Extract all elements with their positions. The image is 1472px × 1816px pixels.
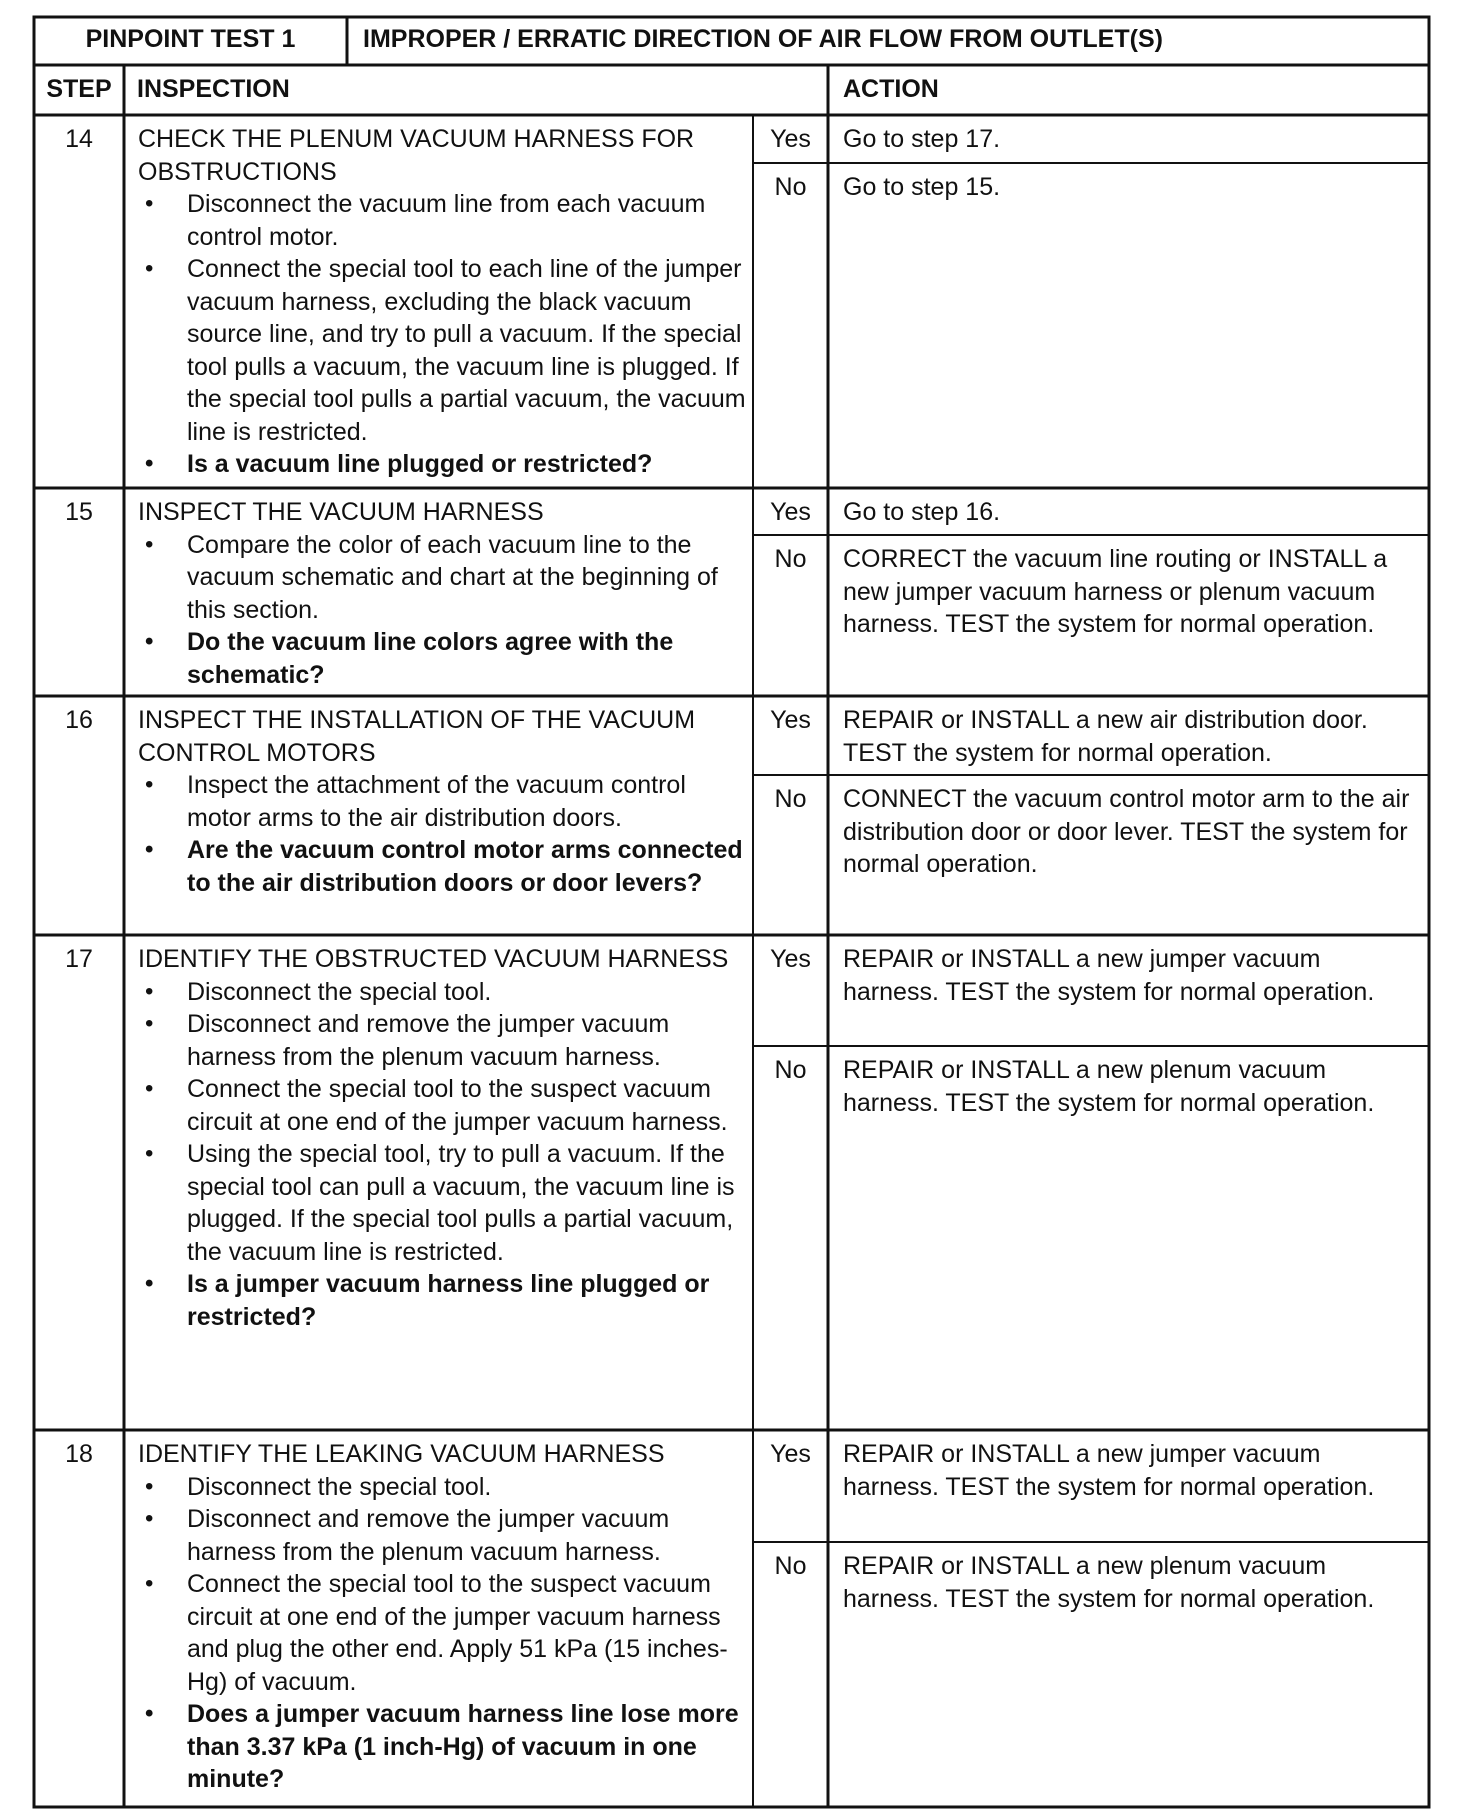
no-action: CORRECT the vacuum line routing or INSTALL a new jumper vacuum harness or plenum vacuum harness. TEST the system for normal operation.	[843, 545, 1388, 638]
inspection-bullet: • Connect the special tool to each line of the jumper vacuum harness, excluding the black vacuum source line, and try to pull a vacuum. If the special tool pulls a vacuum, the vacuum line is plugged. If the special tool pulls a partial vacuum, the vacuum line is restricted.	[138, 253, 748, 448]
inspection-cell	[138, 704, 748, 899]
inspection-bullet: • Connect the special tool to the suspect vacuum circuit at one end of the jumper vacuum harness and plug the other end. Apply 51 kPa (15 inches-Hg) of vacuum.	[138, 1568, 748, 1698]
inspection-bullet: • Disconnect and remove the jumper vacuum harness from the plenum vacuum harness.	[138, 1503, 748, 1568]
no-action: REPAIR or INSTALL a new plenum vacuum harness. TEST the system for normal operation.	[843, 1056, 1375, 1117]
no-label: No	[774, 785, 807, 813]
step-number: 15	[65, 498, 93, 526]
yes-action: REPAIR or INSTALL a new jumper vacuum harness. TEST the system for normal operation.	[843, 1440, 1375, 1501]
step-number: 14	[65, 125, 93, 153]
no-action: CONNECT the vacuum control motor arm to the air distribution door or door lever. TEST the system for normal operation.	[843, 785, 1410, 878]
step-title: CHECK THE PLENUM VACUUM HARNESS FOR OBSTRUCTIONS	[138, 125, 695, 186]
step-number: 17	[65, 945, 93, 973]
inspection-cell	[138, 943, 743, 1333]
inspection-cell	[138, 1438, 748, 1796]
test-label: PINPOINT TEST 1	[85, 25, 296, 53]
no-label: No	[774, 1552, 807, 1580]
inspection-bullet: • Compare the color of each vacuum line to the vacuum schematic and chart at the beginning of this section.	[138, 529, 748, 627]
step-title: INSPECT THE INSTALLATION OF THE VACUUM CONTROL MOTORS	[138, 706, 696, 767]
inspection-cell	[138, 123, 748, 481]
inspection-bullet: • Using the special tool, try to pull a vacuum. If the special tool can pull a vacuum, the vacuum line is plugged. If the special tool pulls a partial vacuum, the vacuum line is restricted.	[138, 1138, 743, 1268]
inspection-bullet: • Connect the special tool to the suspect vacuum circuit at one end of the jumper vacuum harness.	[138, 1073, 743, 1138]
inspection-list	[138, 769, 748, 899]
inspection-bullet: • Inspect the attachment of the vacuum control motor arms to the air distribution doors.	[138, 769, 748, 834]
step-title: IDENTIFY THE OBSTRUCTED VACUUM HARNESS	[138, 945, 729, 973]
no-label: No	[774, 545, 807, 573]
yes-label: Yes	[770, 498, 811, 526]
yes-action: REPAIR or INSTALL a new air distribution door. TEST the system for normal operation.	[843, 706, 1368, 767]
step-number: 16	[65, 706, 93, 734]
step-title: INSPECT THE VACUUM HARNESS	[138, 498, 544, 526]
yes-action: Go to step 17.	[843, 125, 1001, 153]
inspection-bullet: • Disconnect and remove the jumper vacuum harness from the plenum vacuum harness.	[138, 1008, 743, 1073]
inspection-list	[138, 1471, 748, 1796]
inspection-list	[138, 188, 748, 481]
column-header-inspection: INSPECTION	[137, 75, 290, 103]
inspection-question: • Is a jumper vacuum harness line plugged or restricted?	[138, 1268, 743, 1333]
no-label: No	[774, 1056, 807, 1084]
inspection-cell	[138, 496, 748, 691]
inspection-bullet: • Disconnect the vacuum line from each vacuum control motor.	[138, 188, 748, 253]
no-action: Go to step 15.	[843, 173, 1001, 201]
test-title: IMPROPER / ERRATIC DIRECTION OF AIR FLOW FROM OUTLET(S)	[363, 25, 1163, 53]
step-title: IDENTIFY THE LEAKING VACUUM HARNESS	[138, 1440, 665, 1468]
yes-label: Yes	[770, 706, 811, 734]
inspection-list	[138, 976, 743, 1334]
step-number: 18	[65, 1440, 93, 1468]
column-header-step: STEP	[46, 75, 112, 103]
inspection-question: • Are the vacuum control motor arms connected to the air distribution doors or door levers?	[138, 834, 748, 899]
yes-label: Yes	[770, 1440, 811, 1468]
yes-label: Yes	[770, 125, 811, 153]
inspection-bullet: • Disconnect the special tool.	[138, 976, 743, 1009]
inspection-question: • Do the vacuum line colors agree with the schematic?	[138, 626, 748, 691]
inspection-list	[138, 529, 748, 692]
no-action: REPAIR or INSTALL a new plenum vacuum harness. TEST the system for normal operation.	[843, 1552, 1375, 1613]
yes-label: Yes	[770, 945, 811, 973]
inspection-question: • Does a jumper vacuum harness line lose more than 3.37 kPa (1 inch-Hg) of vacuum in one minute?	[138, 1698, 748, 1796]
inspection-bullet: • Disconnect the special tool.	[138, 1471, 748, 1504]
inspection-question: • Is a vacuum line plugged or restricted?	[138, 448, 748, 481]
column-header-action: ACTION	[843, 75, 939, 103]
yes-action: REPAIR or INSTALL a new jumper vacuum harness. TEST the system for normal operation.	[843, 945, 1375, 1006]
yes-action: Go to step 16.	[843, 498, 1001, 526]
no-label: No	[774, 173, 807, 201]
